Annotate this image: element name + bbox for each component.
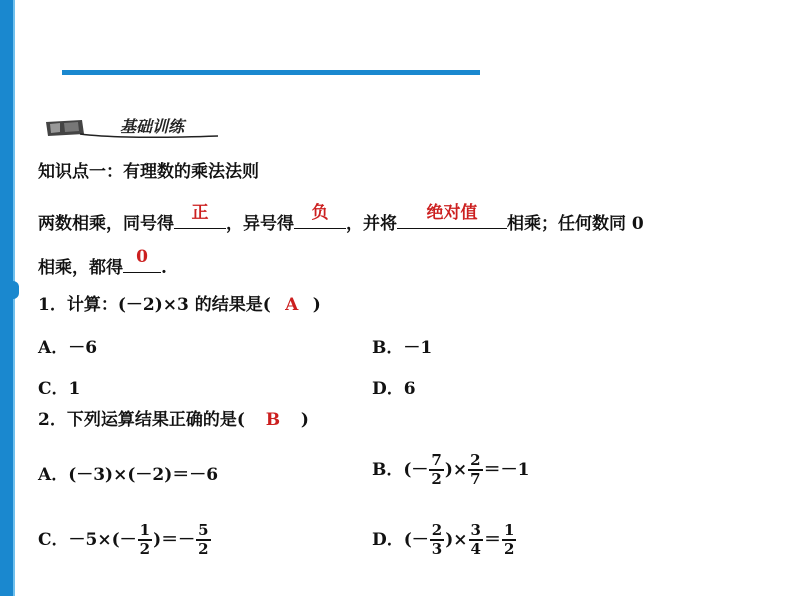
q1-option-c: C．1 — [38, 379, 81, 399]
fraction: $\frac{2}{7}$ — [470, 451, 481, 488]
rule-line-2: 相乘，都得 0 . — [38, 247, 167, 278]
fraction: $\frac{5}{2}$ — [198, 521, 209, 558]
fraction: $\frac{7}{2}$ — [431, 451, 442, 488]
badge-label: 基础训练 — [120, 117, 185, 136]
q2-option-a: A．(－3)×(－2)＝－6 — [38, 465, 219, 485]
q1-option-d: D．6 — [372, 379, 416, 399]
q2-option-b: B． (－ $\frac{7}{2}$ )× $\frac{2}{7}$ ＝－1 — [372, 451, 530, 488]
fraction: $\frac{1}{2}$ — [503, 521, 515, 558]
q2-option-c: C． －5×(－ $\frac{1}{2}$ )＝－ $\frac{5}{2}$ — [38, 521, 209, 558]
fraction: $\frac{3}{4}$ — [470, 521, 481, 558]
section-badge — [42, 112, 220, 142]
q1-answer: A — [285, 295, 299, 315]
blank-same-sign: 正 — [174, 208, 226, 229]
q2-option-d: D． (－ $\frac{2}{3}$ )× $\frac{3}{4}$ ＝ $\frac{1}{2}$ — [372, 521, 515, 558]
blank-diff-sign: 负 — [294, 208, 346, 229]
rule-line-1: 两数相乘，同号得 正 ，异号得 负 ，并将 绝对值 相乘；任何数同 0 — [38, 203, 644, 234]
blank-zero: 0 — [123, 252, 161, 273]
rail-notch — [9, 281, 19, 299]
fraction: $\frac{1}{2}$ — [139, 521, 151, 558]
q1-option-a: A．－6 — [38, 338, 98, 358]
blank-abs-value: 绝对值 — [397, 208, 507, 229]
q2-answer: B — [265, 410, 281, 430]
q2-stem: 2．下列运算结果正确的是( B ) — [38, 410, 309, 430]
q1-option-b: B．－1 — [372, 338, 433, 358]
badge-graphic — [42, 112, 220, 142]
q1-stem: 1．计算：(－2)×3 的结果是( A ) — [38, 295, 321, 315]
top-rule — [62, 70, 480, 75]
fraction: $\frac{2}{3}$ — [431, 521, 443, 558]
section-title: 知识点一：有理数的乘法法则 — [38, 162, 259, 182]
